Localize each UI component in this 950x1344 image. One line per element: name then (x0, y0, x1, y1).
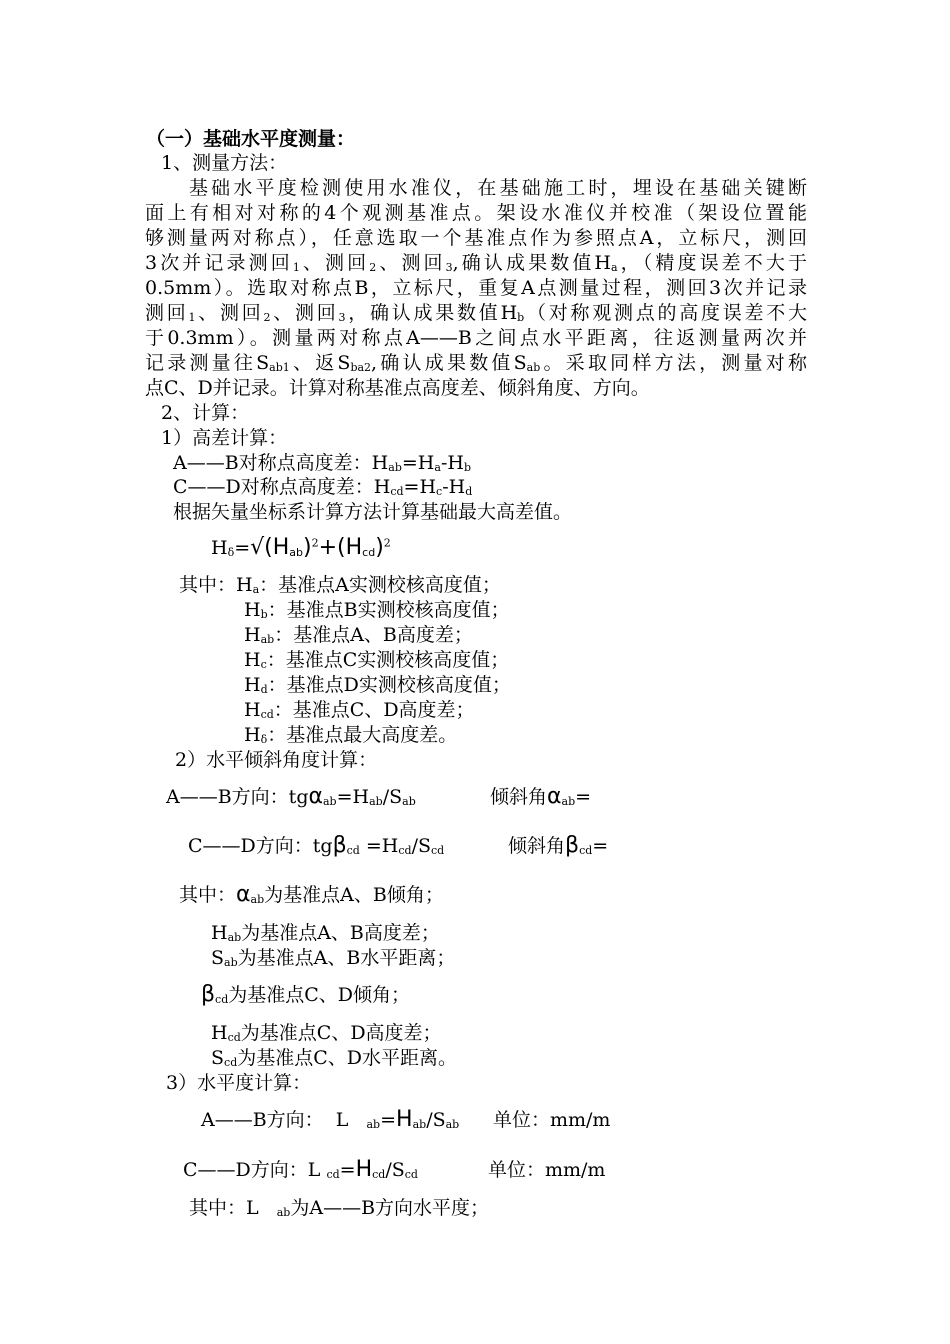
method-line-8: 记录测量往$S_{ab1}$、返$S_{ba2}$,确认成果数值$S_{ab}$。采取同样方法，测量对称 (145, 352, 807, 374)
level-ab-unit: 单位：mm/m (493, 1109, 611, 1131)
tilt-where-scd: $S_{cd}$为基准点C、D水平距离。 (211, 1047, 458, 1069)
level-ab-formula: A——B方向： L $_{ab}=H_{ab}/S_{ab}$ (201, 1107, 460, 1132)
where-item-hcd: $H_{cd}$：基准点C、D高度差； (244, 699, 475, 721)
method-line-1: 基础水平度检测使用水准仪，在基础施工时，埋设在基础关键断 (189, 177, 807, 199)
tilt-where-hcd: $H_{cd}$为基准点C、D高度差； (211, 1022, 442, 1044)
method-heading: 1、测量方法： (161, 152, 288, 174)
ab-height-formula: A——B对称点高度差：$H_{ab}=H_a-H_b$ (173, 452, 471, 474)
where-item-hd: $H_d$：基准点D实测校核高度值； (244, 674, 511, 696)
level-where: 其中：L $_{ab}$为A——B方向水平度； (189, 1197, 490, 1219)
vector-note: 根据矢量坐标系计算方法计算基础最大高差值。 (173, 501, 573, 523)
height-heading: 1）高差计算： (161, 427, 288, 449)
where-item-hab: $H_{ab}$：基准点A、B高度差； (244, 624, 473, 646)
where-item-hb: $H_b$：基准点B实测校核高度值； (244, 599, 510, 621)
level-cd-formula: C——D方向：L $_{cd}=H_{cd}/S_{cd}$ (183, 1157, 418, 1182)
tilt-where-alpha: 其中：$\alpha_{ab}$为基准点A、B倾角； (179, 882, 444, 907)
method-line-6: 测回$_1$、测回$_2$、测回$_3$，确认成果数值$H_b$（对称观测点的高度误差不大 (145, 302, 807, 324)
method-line-5: 0.5mm）。选取对称点B，立标尺，重复A点测量过程，测回3次并记录 (145, 277, 807, 299)
method-line-2: 面上有相对对称的4个观测基准点。架设水准仪并校准（架设位置能 (145, 202, 807, 224)
tilt-cd-formula: C——D方向：$tg\beta_{cd} =H_{cd}/S_{cd}$ (188, 833, 445, 858)
tilt-heading: 2）水平倾斜角度计算： (175, 749, 378, 771)
where-item-hdelta: $H_\delta$：基准点最大高度差。 (244, 724, 458, 746)
where-item-hc: $H_c$：基准点C实测校核高度值； (244, 649, 510, 671)
level-heading: 3）水平度计算： (166, 1072, 312, 1094)
method-line-7: 于0.3mm）。测量两对称点A——B之间点水平距离，往返测量两次并 (145, 327, 807, 349)
where-item-ha: 其中：$H_a$：基准点A实测校核高度值； (179, 574, 501, 596)
section-title: （一）基础水平度测量： (146, 128, 356, 150)
tilt-cd-angle: 倾斜角$\beta_{cd}=$ (508, 833, 609, 858)
method-line-4: 3次并记录测回$_1$、测回$_2$、测回$_3$,确认成果数值$H_a$，（精度误差不大于 (145, 252, 807, 274)
tilt-where-hab: $H_{ab}$为基准点A、B高度差； (211, 922, 440, 944)
method-line-9: 点C、D并记录。计算对称基准点高度差、倾斜角度、方向。 (145, 377, 650, 399)
cd-height-formula: C——D对称点高度差：$H_{cd}=H_c-H_d$ (173, 476, 473, 498)
method-line-3: 够测量两对称点），任意选取一个基准点作为参照点A，立标尺，测回 (145, 227, 807, 249)
calc-heading: 2、计算： (161, 402, 250, 424)
tilt-ab-angle: 倾斜角$\alpha_{ab}=$ (490, 784, 592, 809)
tilt-ab-formula: A——B方向：$tg\alpha_{ab}=H_{ab}/S_{ab}$ (166, 784, 416, 809)
tilt-where-beta: $\beta_{cd}$为基准点C、D倾角； (201, 982, 411, 1007)
level-cd-unit: 单位：mm/m (488, 1159, 606, 1181)
max-height-formula: $H_\delta=√(H_{ab})^2+(H_{cd})^2$ (211, 535, 391, 560)
tilt-where-sab: $S_{ab}$为基准点A、B水平距离； (211, 947, 456, 969)
